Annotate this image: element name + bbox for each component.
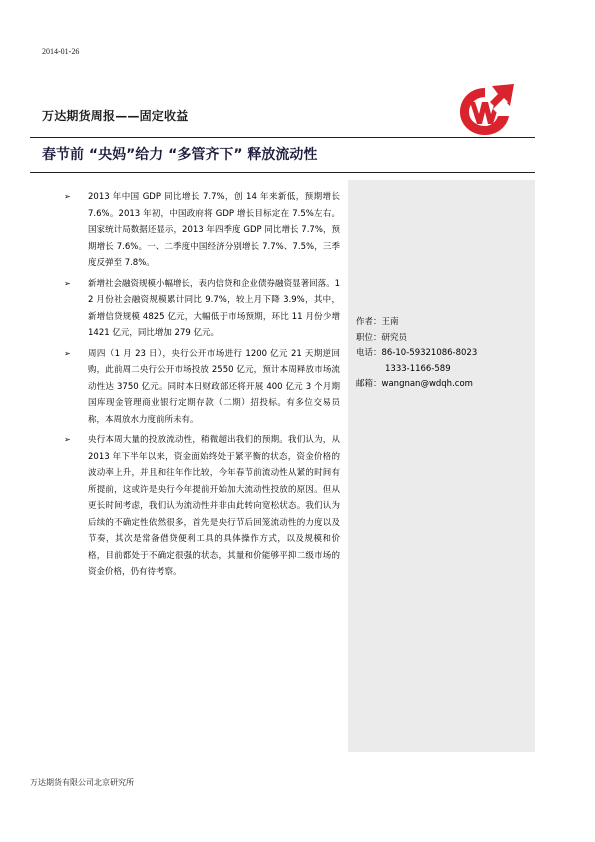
author-name-label: 作者： <box>356 317 382 327</box>
author-email[interactable]: wangnan@wdqh.com <box>381 379 473 389</box>
bullet-text: 新增社会融资规模小幅增长，表内信贷和企业债券融资显著回落。12 月份社会融资规模累计同比 9.7%，较上月下降 3.9%，其中，新增信贷规模 4825 亿元，大幅低于市场预期，环比 11 月份少增 1421 亿元，同比增加 279 亿元。 <box>88 278 340 338</box>
bullet-arrow-icon: ➢ <box>64 192 71 201</box>
author-phone-label: 电话： <box>356 348 382 358</box>
author-phone-row <box>356 346 477 362</box>
author-title-row <box>356 331 477 347</box>
summary-bullet-outlook <box>64 432 340 581</box>
bullet-text: 2013 年中国 GDP 同比增长 7.7%，创 14 年来新低，预期增长 7.6%。2013 年初，中国政府将 GDP 增长目标定在 7.5%左右。国家统计局数据还显示，2013 年四季度 GDP 同比增长 7.7%，预期增长 7.6%。一、二季度中国经济分别增长 7.7%、7.5%，三季度反弹至 7.8%。 <box>88 192 340 268</box>
summary-bullet-gdp <box>64 189 340 272</box>
author-title-label: 职位： <box>356 332 382 343</box>
report-date: 2014-01-26 <box>42 47 80 56</box>
bullet-text: 央行本周大量的投放流动性，稍微超出我们的预期。我们认为，从 2013 年下半年以来，资金面始终处于紧平衡的状态，资金价格的波动率上升，并且和往年作比较，今年春节前流动性从紧的时间有所提前，这或许是央行今年提前开始加大流动性投放的原因。但从更长时间考虑，我们认为流动性并非由此转向宽松状态。我们认为后续的不确定性依然很多，首先是央行节后回笼流动性的力度以及节奏，其次是常备借贷便利工具的具体操作方式，以及规模和价格，目前都处于不确定很强的状态，其量和价能够平抑二级市场的资金价格，仍有待考察。 <box>88 435 340 577</box>
headline-divider <box>30 172 535 173</box>
bullet-text: 周四（1 月 23 日），央行公开市场进行 1200 亿元 21 天期逆回购，此前周二央行公开市场投放 2550 亿元，预计本周释放市场流动性达 3750 亿元。同时本日财政部还将开展 400 亿元 3 个月期国库现金管理商业银行定期存款（二期）招投标。有多位交易员称，本周放水力度前所未有。 <box>88 348 340 425</box>
bullet-arrow-icon: ➢ <box>64 348 71 358</box>
author-title: 研究员 <box>381 332 408 343</box>
author-info <box>356 315 477 393</box>
author-email-row <box>356 377 477 393</box>
author-name: 王南 <box>381 317 399 327</box>
report-headline: 春节前 “央妈”给力 “多管齐下” 释放流动性 <box>42 147 318 163</box>
author-name-row <box>356 315 477 331</box>
header-divider <box>30 137 535 138</box>
report-summary <box>64 189 340 585</box>
bullet-arrow-icon: ➢ <box>64 435 71 444</box>
bullet-arrow-icon: ➢ <box>64 278 71 288</box>
author-phone-2: 1333-1166-589 <box>385 363 451 374</box>
author-sidebar <box>348 180 535 752</box>
summary-bullet-financing <box>64 276 340 342</box>
author-email-label: 邮箱： <box>356 379 382 389</box>
author-phone-1: 86-10-59321086-8023 <box>381 348 478 358</box>
wanda-futures-logo-icon <box>452 80 522 140</box>
footer-company: 万达期货有限公司北京研究所 <box>30 778 134 787</box>
summary-bullet-open-market <box>64 346 340 429</box>
report-series-title: 万达期货周报——固定收益 <box>42 109 189 123</box>
author-phone-2-row <box>356 362 477 378</box>
